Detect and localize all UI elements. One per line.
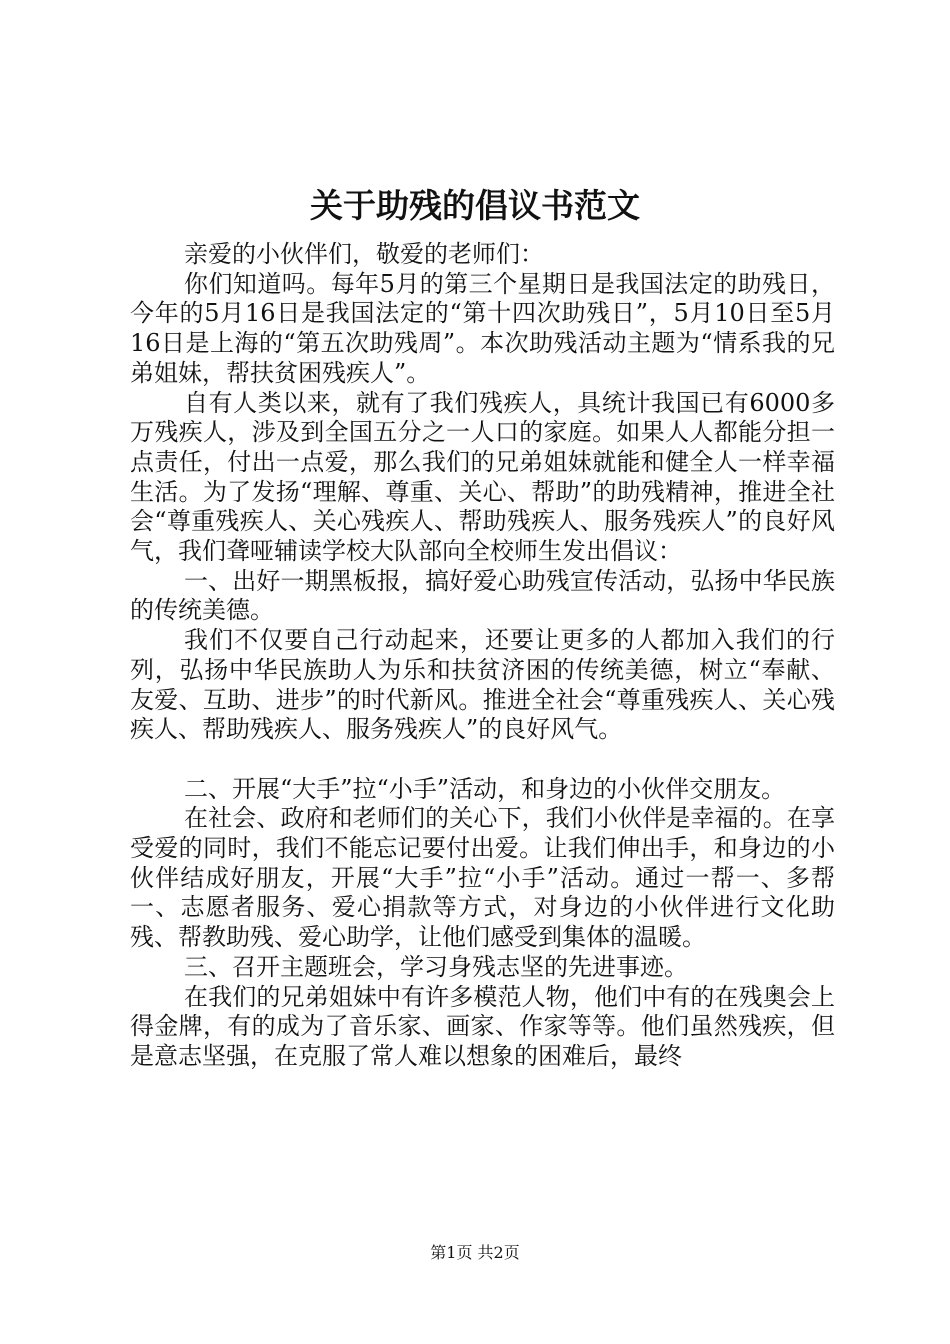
body-paragraph: 你们知道吗。每年5月的第三个星期日是我国法定的助残日，今年的5月16日是我国法定的“第十四次助残日”，5月10日至5月16日是上海的“第五次助残周”。本次助残活动主题为“情系我的兄弟姐妹，帮扶贫困残疾人”。 — [130, 269, 835, 387]
page-footer: 第1页 共2页 — [430, 1243, 520, 1262]
body-paragraph: 在社会、政府和老师们的关心下，我们小伙伴是幸福的。在享受爱的同时，我们不能忘记要付出爱。让我们伸出手，和身边的小伙伴结成好朋友，开展“大手”拉“小手”活动。通过一帮一、多帮一、志愿者服务、爱心捐款等方式，对身边的小伙伴进行文化助残、帮教助残、爱心助学，让他们感受到集体的温暖。 — [130, 804, 835, 952]
section-heading-1: 一、出好一期黑板报，搞好爱心助残宣传活动，弘扬中华民族的传统美德。 — [130, 566, 835, 625]
body-paragraph: 我们不仅要自己行动起来，还要让更多的人都加入我们的行列，弘扬中华民族助人为乐和扶贫济困的传统美德，树立“奉献、友爱、互助、进步”的时代新风。推进全社会“尊重残疾人、关心残疾人、帮助残疾人、服务残疾人”的良好风气。 — [130, 626, 835, 744]
document-body — [130, 240, 835, 1072]
salutation-paragraph: 亲爱的小伙伴们，敬爱的老师们： — [184, 240, 544, 268]
body-paragraph: 在我们的兄弟姐妹中有许多模范人物，他们中有的在残奥会上得金牌，有的成为了音乐家、画家、作家等等。他们虽然残疾，但是意志坚强，在克服了常人难以想象的困难后，最终 — [130, 982, 835, 1070]
blank-line — [130, 745, 835, 775]
document-title: 关于助残的倡议书范文 — [310, 186, 640, 225]
body-paragraph: 自有人类以来，就有了我们残疾人，具统计我国已有6000多万残疾人，涉及到全国五分之一人口的家庭。如果人人都能分担一点责任，付出一点爱，那么我们的兄弟姐妹就能和健全人一样幸福生活。为了发扬“理解、尊重、关心、帮助”的助残精神，推进全社会“尊重残疾人、关心残疾人、帮助残疾人、服务残疾人”的良好风气，我们聋哑辅读学校大队部向全校师生发出倡议： — [130, 388, 835, 566]
section-heading-2: 二、开展“大手”拉“小手”活动，和身边的小伙伴交朋友。 — [184, 774, 786, 803]
section-heading-3: 三、召开主题班会，学习身残志坚的先进事迹。 — [184, 952, 688, 981]
